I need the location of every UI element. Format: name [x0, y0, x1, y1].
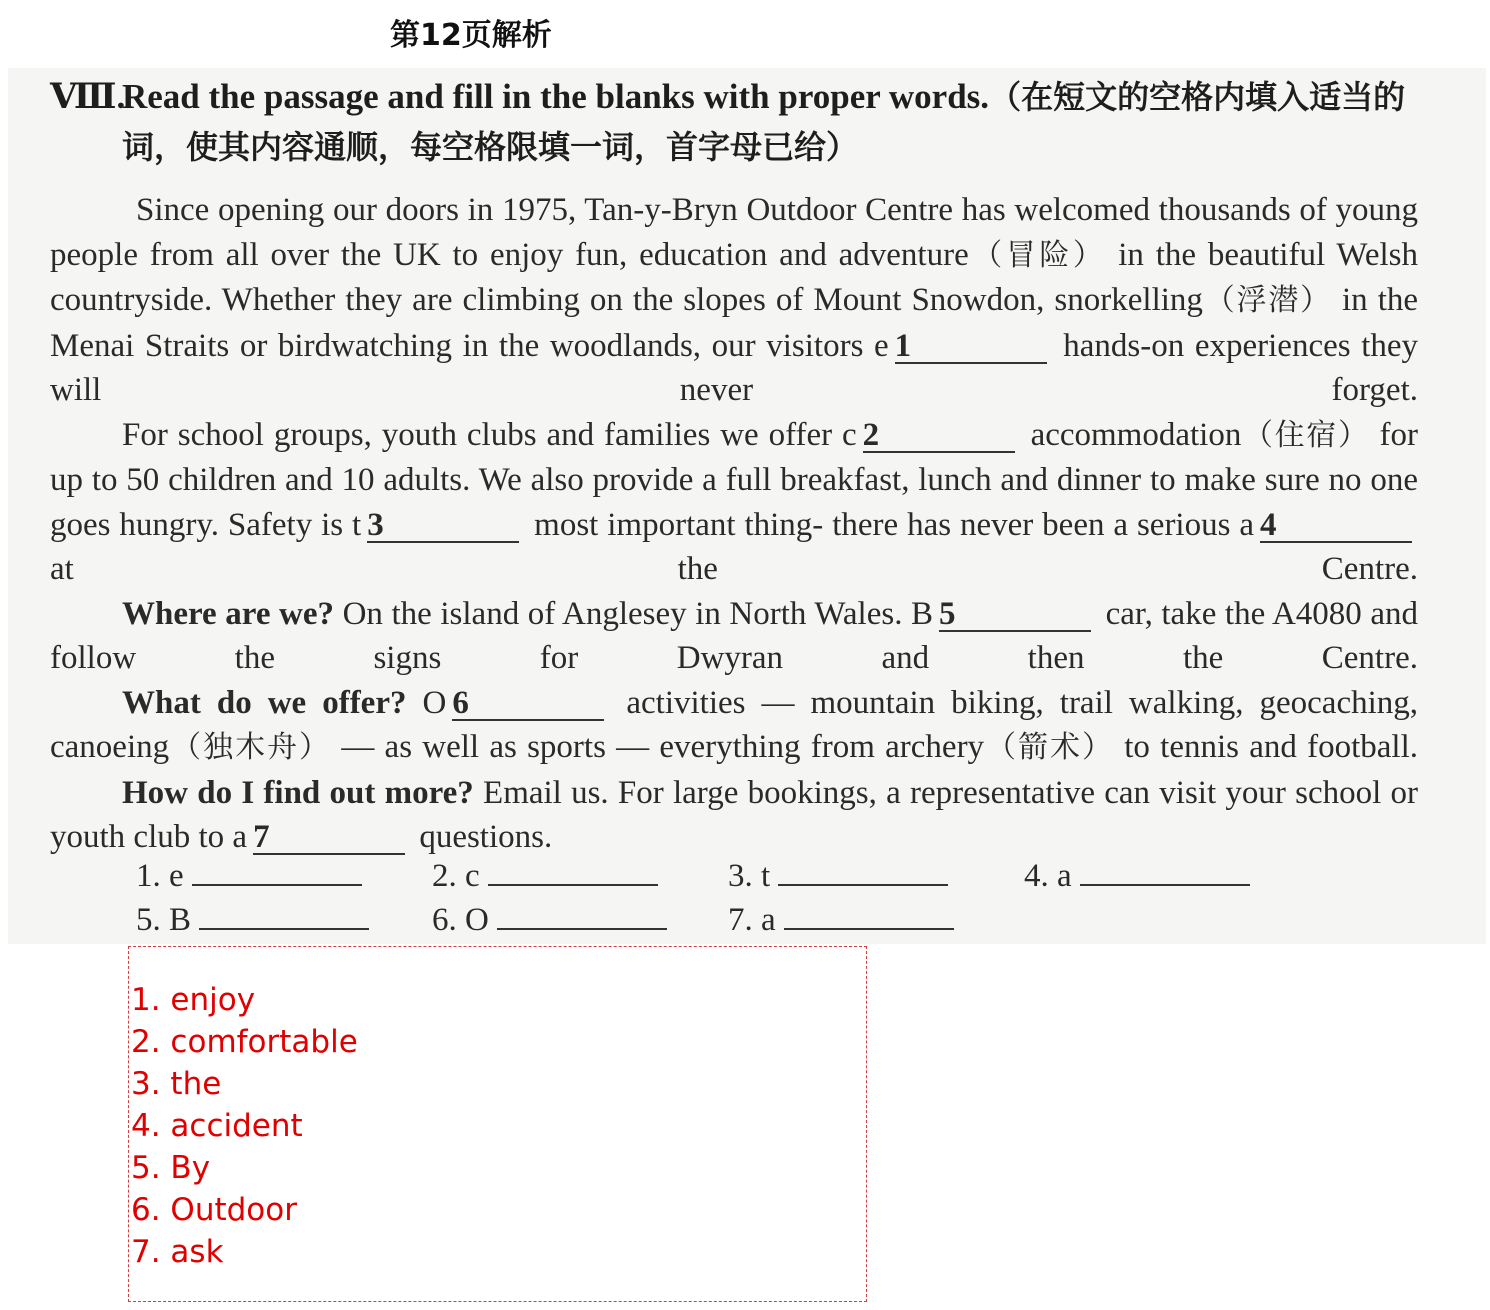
answer-prompt: 4. a [1024, 858, 1320, 895]
answer-prompt: 5. B [136, 902, 432, 939]
blank-5: 5 [939, 598, 1091, 632]
blank-7: 7 [253, 821, 405, 855]
answer-prompt: 7. a [728, 902, 1024, 939]
answer-prompts-row-1 [136, 858, 1320, 895]
solution-item: 1. enjoy [131, 982, 256, 1018]
solution-item: 5. By [131, 1150, 211, 1186]
blank-6: 6 [452, 687, 604, 721]
solution-item: 6. Outdoor [131, 1192, 297, 1228]
section-number: Ⅷ. [50, 77, 126, 116]
answer-prompt: 2. c [432, 858, 728, 895]
answer-prompt: 1. e [136, 858, 432, 895]
section-title-cn: （在短文的空格内填入适当的词，使其内容通顺，每空格限填一词，首字母已给） [122, 78, 1406, 166]
passage [50, 188, 1418, 860]
solution-box [128, 946, 867, 1302]
answer-prompts-row-2 [136, 902, 1024, 939]
solution-item: 4. accident [131, 1108, 303, 1144]
paragraph-3: Where are we? On the island of Anglesey in North Wales. B 5 car, take the A4080 and follow the signs for Dwyran and then the Centre. [50, 595, 1419, 676]
blank-1: 1 [895, 330, 1047, 364]
paragraph-5: How do I find out more? Email us. For large bookings, a representative can visit your school or youth club to a 7 questions. [50, 774, 1418, 855]
section-heading [50, 72, 1430, 172]
paragraph-4: What do we offer? O 6 activities — mountain biking, trail walking, geocaching, canoeing（独木舟） — as well as sports — everything from archery（箭术） to tennis and football. [50, 684, 1419, 765]
paragraph-1: Since opening our doors in 1975, Tan-y-Bryn Outdoor Centre has welcomed thousands of young people from all over the UK to enjoy fun, education and adventure（冒险） in the beautiful Welsh countryside. Whether they are climbing on the slopes of Mount Snowdon, snorkelling（浮潜） in the Menai Straits or birdwatching in the woodlands, our visitors e 1 hands-on experiences they will never forget. [50, 192, 1419, 408]
solution-item: 7. ask [131, 1234, 224, 1270]
blank-4: 4 [1260, 509, 1412, 543]
blank-2: 2 [863, 419, 1015, 453]
section-title-en: Read the passage and fill in the blanks with proper words. [122, 77, 990, 116]
solution-item: 2. comfortable [131, 1024, 358, 1060]
answer-prompt: 3. t [728, 858, 1024, 895]
answer-prompt: 6. O [432, 902, 728, 939]
blank-3: 3 [367, 509, 519, 543]
paragraph-2: For school groups, youth clubs and families we offer c 2 accommodation（住宿） for up to 50 children and 10 adults. We also provide a full breakfast, lunch and dinner to make sure no one goes hungry. Safety is t 3 most important thing- there has never been a serious a 4 at the Centre. [50, 416, 1418, 587]
solution-item: 3. the [131, 1066, 222, 1102]
page-title: 第12页解析 [390, 18, 552, 53]
solution-list [131, 979, 358, 1273]
